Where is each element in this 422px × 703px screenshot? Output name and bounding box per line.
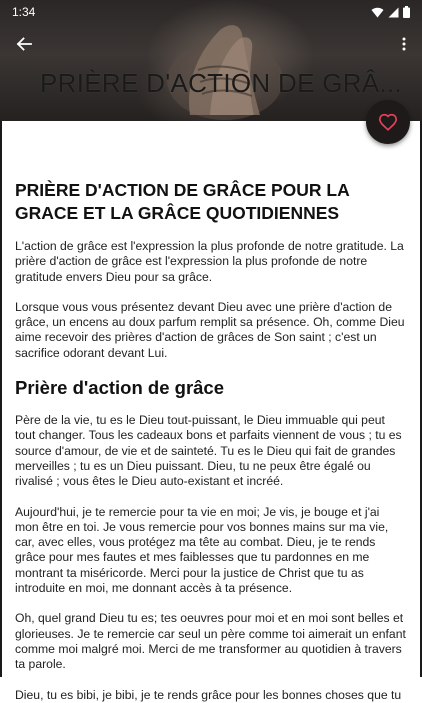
prayer-paragraph: Aujourd'hui, je te remercie pour ta vie en moi; Je vis, je bouge et j'ai mon être en toi. Je vous remercie pour vos bonnes mains sur ma vie, car, avec elles, vous protégez ma tête au combat. Dieu, je te rends grâce pour mes fautes et mes faiblesses que tu pardonnes en me montrant ta miséricorde. Merci pour la justice de Christ que tu as introduite en moi, me donnant accès à ta présence. (15, 504, 389, 596)
arrow-left-icon (16, 36, 32, 52)
signal-icon (388, 7, 399, 18)
back-button[interactable] (12, 32, 36, 56)
header-title: PRIÈRE D'ACTION DE GRÂ... (40, 68, 403, 98)
prayer-paragraph: Père de la vie, tu es le Dieu tout-puissant, le Dieu immuable qui peut tout changer. Tous les cadeaux bons et parfaits viennent de vous ; tu es source d'amour, de vie et de sainteté. Tu es le Dieu qui fait de grandes merveilles ; tu es un Dieu puissant. Dieu, tu ne peux être égalé ou rivalisé ; vous êtes le Dieu auto-existant et incréé. (15, 413, 402, 489)
intro-paragraph: L'action de grâce est l'expression la plus profonde de notre gratitude. La prière d'action de grâce est l'expression la plus profonde de notre gratitude envers Dieu pour sa grâce. (15, 239, 404, 284)
prayer-paragraph: Oh, quel grand Dieu tu es; tes oeuvres pour moi et en moi sont belles et glorieuses. Je te remercie car seul un père comme toi aimerait un enfant comme moi malgré moi. Merci de me transformer au quotidien à travers ta parole. (15, 611, 406, 672)
article-content (2, 121, 420, 703)
favorite-button[interactable] (366, 100, 410, 144)
heart-outline-icon (378, 113, 398, 131)
article-title: PRIÈRE D'ACTION DE GRÂCE POUR LA GRACE ET LA GRÂCE QUOTIDIENNES (15, 180, 350, 223)
status-bar (0, 0, 422, 24)
app-header (0, 0, 422, 121)
status-time: 1:34 (12, 5, 36, 19)
more-options-button[interactable] (396, 32, 412, 56)
section-subtitle: Prière d'action de grâce (15, 377, 225, 399)
praying-hands-image (150, 10, 300, 120)
prayer-paragraph: Dieu, tu es bibi, je bibi, je te rends grâce pour les bonnes choses que tu (15, 687, 402, 702)
status-icons (371, 6, 410, 18)
article-scroll-area[interactable] (0, 121, 422, 702)
battery-icon (403, 6, 410, 18)
more-vertical-icon (402, 37, 406, 51)
wifi-icon (371, 7, 384, 18)
intro-paragraph: Lorsque vous vous présentez devant Dieu avec une prière d'action de grâce, un encens au doux parfum remplit sa présence. Oh, comme Dieu aime recevoir des prières d'action de grâces de Son saint ; c'est un sacrifice odorant devant Lui. (15, 299, 405, 360)
